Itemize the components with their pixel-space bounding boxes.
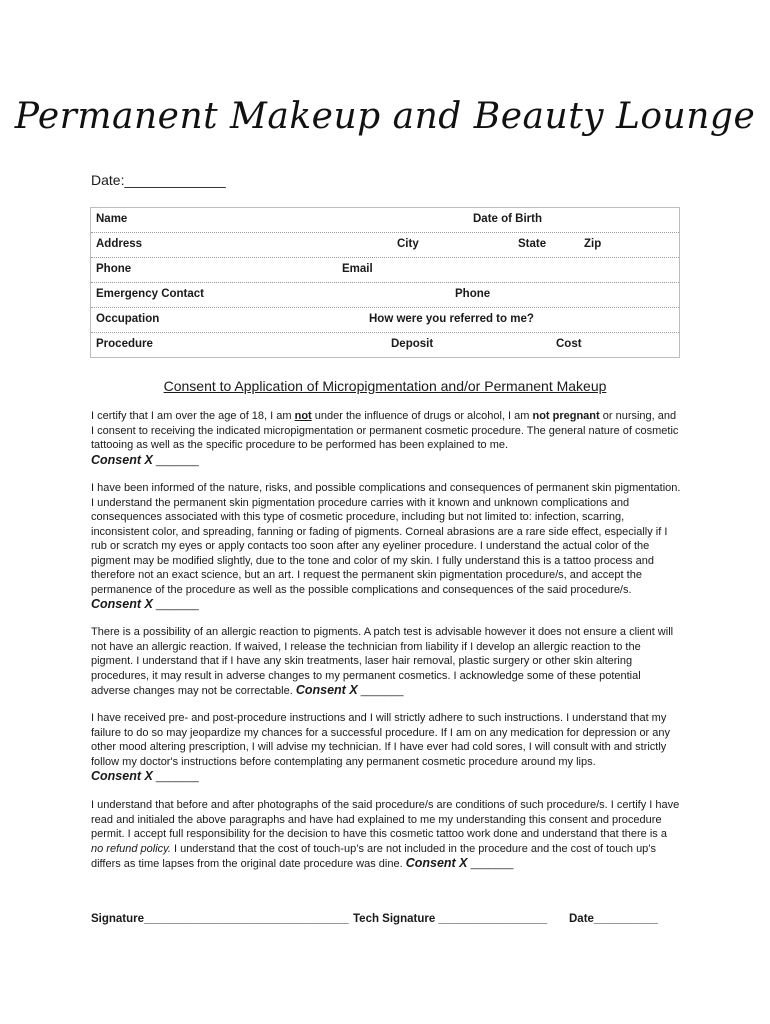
page-title: Permanent Makeup and Beauty Lounge	[14, 96, 756, 137]
dob-label: Date of Birth	[473, 213, 542, 225]
p1-not-pregnant: not pregnant	[532, 410, 600, 422]
date-field[interactable]: Date:_____________	[91, 172, 226, 188]
client-info-table	[90, 207, 680, 358]
p5-text-b: I understand that the cost of touch-up’s are not included in the procedure and the cost of touch up’s differs as time lapses from the original date procedure was dine.	[91, 842, 657, 870]
occupation-row[interactable]	[91, 308, 679, 332]
referral-label: How were you referred to me?	[369, 313, 534, 325]
consent-blank-1[interactable]: _______	[155, 454, 199, 467]
p3-text: There is a possibility of an allergic reaction to pigments. A patch test is advisable however it does not ensure a client will not have an allergic reaction. If waived, I release the technician from liability if I develop an allergic reaction to the pigment. I understand that if I have any skin treatments, laser hair removal, plastic surgery or other skin altering procedures, it may result in adverse changes to my permanent cosmetics. I acknowledge some of these potential adverse changes may not be correctable.	[91, 626, 674, 697]
phone-row[interactable]	[91, 258, 679, 282]
deposit-label: Deposit	[391, 338, 434, 350]
consent-initial-2: Consent X	[91, 597, 153, 611]
emergency-row[interactable]	[91, 283, 679, 307]
emergency-phone-label: Phone	[455, 288, 491, 300]
consent-paragraph-5	[91, 798, 681, 872]
email-label: Email	[342, 263, 373, 275]
consent-blank-5[interactable]: _______	[470, 858, 514, 870]
p1-not: not	[294, 410, 312, 422]
tech-signature-field[interactable]: Tech Signature _________________	[353, 913, 548, 925]
consent-initial-1: Consent X	[91, 452, 153, 467]
address-row[interactable]	[91, 233, 679, 257]
state-label: State	[518, 238, 547, 250]
emergency-contact-label: Emergency Contact	[96, 288, 205, 300]
consent-blank-3[interactable]: _______	[360, 685, 404, 697]
address-label: Address	[96, 238, 143, 250]
consent-paragraph-2	[91, 481, 681, 613]
consent-paragraph-3	[91, 625, 681, 699]
name-row[interactable]	[91, 208, 679, 232]
consent-blank-4[interactable]: _______	[155, 771, 199, 783]
cost-label: Cost	[556, 338, 582, 350]
client-signature-field[interactable]: Signature________________________________	[91, 913, 349, 925]
consent-initial-4: Consent X	[91, 769, 153, 783]
p1-text-c: or nursing, and I consent to receiving the indicated micropigmentation or permanent cosmetic procedure. The general nature of cosmetic tattooing as well as the specific procedure to be performed has been explained to me.	[91, 410, 679, 451]
signature-date-field[interactable]: Date__________	[569, 913, 658, 925]
consent-heading: Consent to Application of Micropigmentation and/or Permanent Makeup	[163, 378, 607, 394]
no-refund-policy: no refund policy.	[91, 842, 171, 855]
p2-text: I have been informed of the nature, risks, and possible complications and consequences of permanent skin pigmentation. I understand the permanent skin pigmentation procedure carries with it known and unknown complications and consequences associated with this type of cosmetic procedure, including but not limited to: infection, scarring, inconsistent color, and spreading, fanning or fading of pigments. Corneal abrasions are a rare side effect, especially if I rub or scratch my eyes or apply contacts too soon after any eyeliner procedure. I understand the actual color of the pigment may be modified slightly, due to the tone and color of my skin. I fully understand this is a tattoo process and therefore not an exact science, but an art. I request the permanent skin pigmentation procedure/s, and accept the permanence of the procedure as well as the possible complications and consequences of the said procedure/s.	[91, 482, 681, 596]
p1-text-a: I certify that I am over the age of 18, I am	[91, 410, 295, 422]
consent-initial-3: Consent X	[295, 683, 358, 697]
p4-text: I have received pre- and post-procedure instructions and I will strictly adhere to such instructions. I understand that my failure to do so may jeopardize my chances for a successful procedure. If I am on any medication for depression or any other mood altering prescription, I will advise my technician. If I have ever had cold sores, I will consult with and strictly follow my doctor's instructions before contemplating any permanent cosmetic procedure around my lips.	[91, 712, 671, 768]
occupation-label: Occupation	[96, 313, 160, 325]
p1-text-b: under the influence of drugs or alcohol, I am	[311, 410, 533, 422]
p5-text-a: I understand that before and after photographs of the said procedure/s are conditions of such procedure/s. I certify I have read and initialed the above paragraphs and have had explained to me my understanding this consent and procedure permit. I accept full responsibility for the decision to have this cosmetic tattoo work done and understand that there is a	[91, 799, 680, 840]
consent-paragraph-1	[91, 409, 681, 468]
procedure-row[interactable]	[91, 333, 679, 357]
name-label: Name	[96, 213, 128, 225]
consent-blank-2[interactable]: _______	[155, 599, 199, 611]
procedure-label: Procedure	[96, 338, 153, 350]
zip-label: Zip	[584, 238, 602, 250]
consent-paragraph-4	[91, 711, 681, 785]
phone-label: Phone	[96, 263, 132, 275]
city-label: City	[397, 238, 419, 250]
consent-initial-5: Consent X	[405, 856, 468, 870]
